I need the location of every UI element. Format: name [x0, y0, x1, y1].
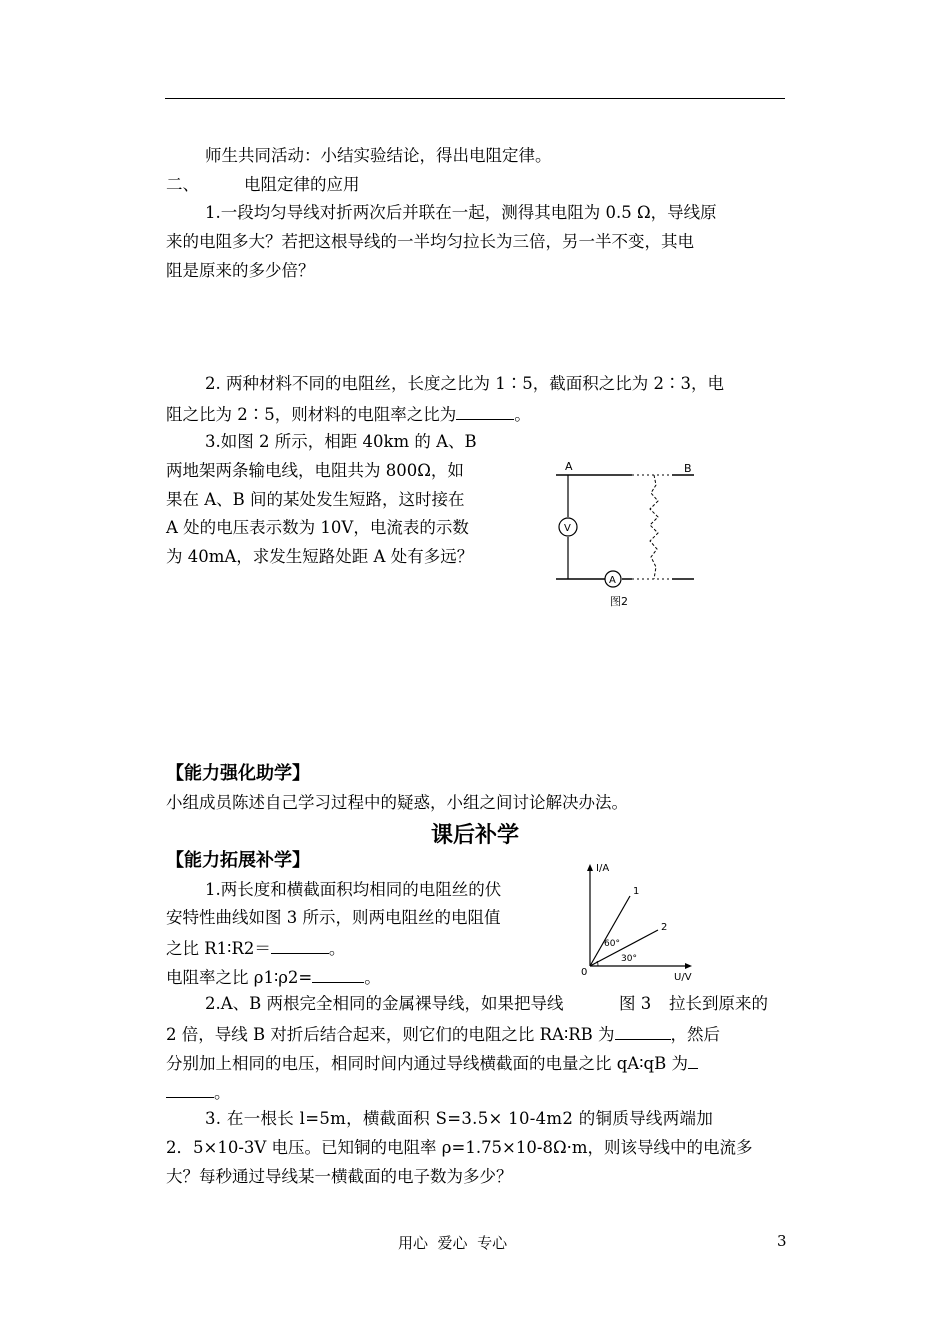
ext-p3-line3: 大？每秒通过导线某一横截面的电子数为多少？ [166, 1167, 513, 1186]
fig3-caption: 图 3 [619, 994, 652, 1013]
answer-blank [312, 966, 364, 983]
fig3-angle-60: 60° [604, 939, 620, 949]
activity-text: 师生共同活动：小结实验结论，得出电阻定律。 [205, 146, 552, 165]
after-class-title: 课后补学 [430, 823, 519, 848]
ext-p3-line2: 2．5×10-3V 电压。已知铜的电阻率 ρ=1.75×10-8Ω·m，则该导线中的电流多 [166, 1138, 753, 1157]
ext-p2-line2-text: 2 倍，导线 B 对折后结合起来，则它们的电阻之比 RA∶RB 为 [166, 1025, 615, 1044]
ext-p2-line1-end: 拉长到原来的 [669, 994, 768, 1013]
q3-line5: 为 40mA，求发生短路处距 A 处有多远？ [166, 547, 474, 566]
fig2-label-b: B [684, 462, 692, 475]
ext-p1-line3-end: 。 [328, 939, 346, 958]
q1-line1: 1.一段均匀导线对折两次后并联在一起，测得其电阻为 0.5 Ω，导线原 [205, 203, 717, 222]
extension-heading: 【能力拓展补学】 [166, 850, 310, 871]
ext-p1-line4 [166, 966, 381, 988]
q1-line3: 阻是原来的多少倍？ [166, 261, 315, 280]
q3-line1: 3.如图 2 所示，相距 40km 的 A、B [205, 432, 477, 451]
footer-motto: 用心 爱心 专心 [398, 1234, 508, 1252]
q3-line4: A 处的电压表示数为 10V，电流表的示数 [166, 518, 469, 537]
section-title: 电阻定律的应用 [244, 175, 360, 194]
fig3-y-arrow-icon [587, 864, 593, 871]
ability-text: 小组成员陈述自己学习过程中的疑惑，小组之间讨论解决办法。 [166, 793, 628, 812]
answer-blank [688, 1052, 698, 1069]
fig3-line2-label: 2 [661, 922, 668, 933]
q2-line2-text: 阻之比为 2∶5，则材料的电阻率之比为 [166, 405, 457, 424]
q2-line1: 2. 两种材料不同的电阻丝，长度之比为 1∶5，截面积之比为 2∶3，电 [205, 374, 724, 393]
ext-p2-line1 [205, 994, 787, 1014]
ext-p2-line1-text: 2.A、B 两根完全相同的金属裸导线，如果把导线 [205, 994, 564, 1013]
ext-p1-line1: 1.两长度和横截面积均相同的电阻丝的伏 [205, 880, 502, 899]
ext-p2-line4-end: 。 [214, 1083, 231, 1102]
answer-blank [456, 403, 514, 420]
q2-line2 [166, 403, 531, 425]
fig2-label-a: A [565, 460, 573, 473]
ability-heading: 【能力强化助学】 [166, 763, 310, 784]
ext-p2-line2-end: ，然后 [670, 1025, 721, 1044]
answer-blank [615, 1023, 671, 1040]
ext-p2-line2 [166, 1023, 720, 1045]
q2-line2-end: 。 [514, 405, 531, 424]
section-number: 二、 [166, 175, 199, 194]
fig3-angle-30: 30° [621, 954, 637, 964]
fig3-x-arrow-icon [685, 963, 692, 969]
fig2-caption: 图2 [610, 595, 628, 608]
fig3-line1-label: 1 [633, 886, 640, 897]
ext-p1-line2: 安特性曲线如图 3 所示，则两电阻丝的电阻值 [166, 908, 501, 927]
short-circuit-zigzag [650, 475, 658, 579]
fig3-y-label: I/A [596, 863, 610, 874]
fig2-voltmeter-label: V [564, 523, 571, 534]
ext-p3-line1: 3. 在一根长 l=5m，横截面积 S=3.5× 10-4m2 的铜质导线两端加 [205, 1109, 714, 1128]
ext-p1-line3 [166, 937, 345, 959]
q3-line2: 两地架两条输电线，电阻共为 800Ω，如 [166, 461, 464, 480]
answer-blank [271, 937, 329, 954]
ext-p2-line3 [166, 1052, 698, 1074]
ext-p1-line4-text: 电阻率之比 ρ1∶ρ2= [166, 968, 313, 987]
fig3-x-label: U/V [674, 972, 692, 983]
fig2-ammeter-label: A [609, 575, 616, 586]
ext-p2-line3-text: 分别加上相同的电压，相同时间内通过导线横截面的电量之比 qA∶qB 为 [166, 1054, 688, 1073]
q3-line3: 果在 A、B 间的某处发生短路，这时接在 [166, 490, 465, 509]
figure-3-iv-graph [578, 858, 698, 984]
header-rule [165, 98, 785, 99]
ext-p1-line3-text: 之比 R1∶R2＝ [166, 939, 271, 958]
page-number: 3 [777, 1232, 787, 1250]
ext-p2-line4 [166, 1081, 231, 1103]
q1-line2: 来的电阻多大？若把这根导线的一半均匀拉长为三倍，另一半不变，其电 [166, 232, 694, 251]
answer-blank [166, 1081, 214, 1098]
ext-p1-line4-end: 。 [364, 968, 381, 987]
figure-2-circuit-diagram [550, 455, 710, 615]
fig3-origin: 0 [581, 967, 588, 978]
